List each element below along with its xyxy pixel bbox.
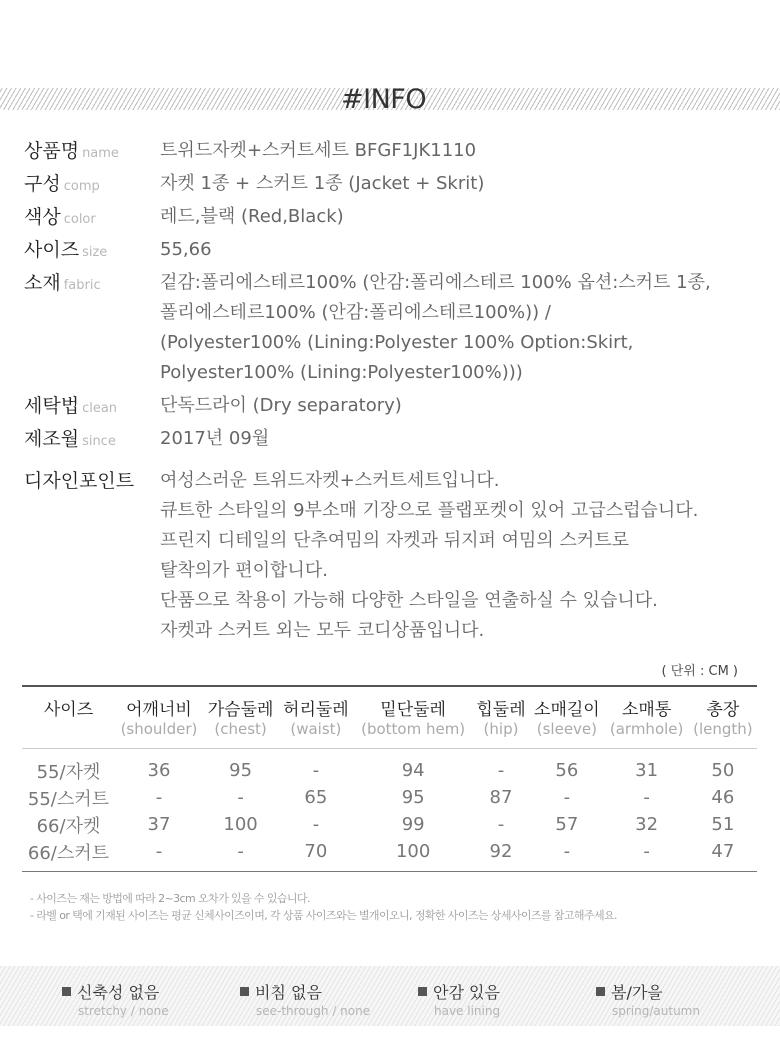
design-point-line: 큐트한 스타일의 9부소매 기장으로 플랩포켓이 있어 고급스럽습니다. bbox=[160, 500, 699, 521]
feature-label: 신축성 없음 bbox=[77, 983, 160, 1002]
spec-value: 겉감:폴리에스테르100% (안감:폴리에스테르 100% 옵션:스커트 1종, bbox=[160, 272, 711, 293]
table-cell: - bbox=[497, 814, 505, 835]
col-hip bbox=[473, 686, 529, 749]
spec-row-clean bbox=[24, 391, 764, 421]
spec-label-en: size bbox=[82, 245, 108, 260]
col-bottom-hem bbox=[354, 686, 473, 749]
spec-value: 단독드라이 (Dry separatory) bbox=[160, 395, 402, 416]
spec-label-en: color bbox=[63, 212, 96, 227]
table-cell: 94 bbox=[401, 760, 425, 781]
design-point-text bbox=[160, 466, 698, 646]
col-label: 사이즈 bbox=[43, 700, 94, 720]
feature-label: 안감 있음 bbox=[433, 983, 500, 1002]
spec-value: 폴리에스테르100% (안감:폴리에스테르100%)) / bbox=[160, 302, 551, 323]
note-line: - 라벨 or 택에 기재된 사이즈는 평균 신체사이즈이며, 각 상품 사이즈와는 별개이오니, 정확한 사이즈는 상세사이즈를 참고해주세요. bbox=[30, 909, 617, 922]
design-point-line: 단품으로 착용이 가능해 다양한 스타일을 연출하실 수 있습니다. bbox=[160, 590, 658, 611]
spec-label: 상품명 bbox=[24, 140, 80, 162]
spec-row-since bbox=[24, 424, 764, 454]
table-cell: 70 bbox=[304, 841, 328, 862]
size-unit: ( 단위 : CM ) bbox=[661, 664, 738, 679]
table-cell: 55/자켓 bbox=[36, 761, 101, 783]
feature-lining bbox=[418, 980, 500, 1018]
spec-value: Polyester100% (Lining:Polyester100%))) bbox=[160, 362, 523, 383]
col-label: 소매길이 bbox=[534, 700, 600, 720]
table-cell: 95 bbox=[401, 787, 425, 808]
table-cell: 36 bbox=[147, 760, 171, 781]
feature-season bbox=[596, 980, 700, 1018]
size-table-header bbox=[22, 686, 757, 749]
feature-label: 봄/가을 bbox=[611, 983, 663, 1002]
table-cell: - bbox=[497, 760, 505, 781]
size-notes bbox=[30, 890, 617, 924]
spec-list bbox=[24, 136, 764, 457]
spec-label: 제조월 bbox=[24, 428, 80, 450]
feature-label: 비침 없음 bbox=[255, 983, 322, 1002]
col-label-en: (chest) bbox=[214, 720, 267, 738]
spec-label: 구성 bbox=[24, 173, 61, 195]
table-cell: - bbox=[643, 841, 650, 862]
col-shoulder bbox=[115, 686, 203, 749]
table-row bbox=[22, 811, 757, 838]
col-armhole bbox=[605, 686, 689, 749]
table-cell: - bbox=[155, 787, 163, 808]
col-waist bbox=[278, 686, 353, 749]
col-label-en: (armhole) bbox=[609, 720, 684, 738]
col-length bbox=[689, 686, 757, 749]
col-label: 힙둘레 bbox=[476, 700, 526, 720]
feature-label-en: spring/autumn bbox=[612, 1004, 700, 1018]
table-cell: 46 bbox=[711, 787, 735, 808]
table-row bbox=[22, 838, 757, 872]
table-cell: 37 bbox=[147, 814, 171, 835]
col-label: 허리둘레 bbox=[283, 700, 349, 720]
spec-label: 사이즈 bbox=[24, 239, 80, 261]
col-label: 가슴둘레 bbox=[207, 700, 274, 720]
spec-value: 2017년 09월 bbox=[160, 428, 270, 449]
spec-label-en: clean bbox=[82, 401, 118, 416]
table-cell: - bbox=[563, 787, 571, 808]
design-point-line: 여성스러운 트위드자켓+스커트세트입니다. bbox=[160, 470, 500, 491]
col-label: 총장 bbox=[706, 700, 740, 720]
spec-label-en: since bbox=[82, 434, 116, 449]
col-label: 밑단둘레 bbox=[380, 700, 446, 720]
col-label: 어깨너비 bbox=[126, 700, 192, 720]
spec-value: 자켓 1종 + 스커트 1종 (Jacket + Skrit) bbox=[160, 173, 485, 194]
spec-row-comp bbox=[24, 169, 764, 199]
spec-value: 55,66 bbox=[160, 239, 212, 260]
col-label-en bbox=[22, 720, 115, 748]
table-cell: 92 bbox=[489, 841, 513, 862]
spec-row-name bbox=[24, 136, 764, 166]
col-label-en: (hip) bbox=[483, 720, 519, 738]
square-bullet-icon bbox=[596, 987, 605, 996]
col-size bbox=[22, 686, 115, 749]
spec-row-fabric bbox=[24, 268, 764, 388]
table-cell: - bbox=[312, 814, 320, 835]
col-chest bbox=[203, 686, 278, 749]
square-bullet-icon bbox=[418, 987, 427, 996]
square-bullet-icon bbox=[62, 987, 71, 996]
design-point-line: 탈착의가 편이합니다. bbox=[160, 560, 328, 581]
spec-value: 레드,블랙 (Red,Black) bbox=[160, 206, 344, 227]
table-cell: 66/스커트 bbox=[27, 842, 110, 864]
spec-label-en: fabric bbox=[63, 278, 101, 293]
square-bullet-icon bbox=[240, 987, 249, 996]
feature-see-through bbox=[240, 980, 370, 1018]
table-cell: - bbox=[237, 841, 244, 862]
table-cell: 51 bbox=[711, 814, 735, 835]
design-point-line: 자켓과 스커트 외는 모두 코디상품입니다. bbox=[160, 620, 485, 641]
table-cell: - bbox=[563, 841, 571, 862]
table-row bbox=[22, 784, 757, 811]
table-cell: 66/자켓 bbox=[36, 815, 101, 837]
table-cell: 47 bbox=[711, 841, 735, 862]
spec-label: 세탁법 bbox=[24, 395, 80, 417]
table-cell: - bbox=[312, 760, 320, 781]
spec-label-en: comp bbox=[63, 179, 100, 194]
col-label: 소매통 bbox=[621, 700, 672, 720]
col-sleeve bbox=[529, 686, 604, 749]
table-cell: 50 bbox=[711, 760, 735, 781]
spec-label: 소재 bbox=[24, 272, 61, 294]
col-label-en: (sleeve) bbox=[536, 720, 597, 738]
table-cell: 31 bbox=[635, 760, 659, 781]
col-label-en: (length) bbox=[693, 720, 753, 738]
col-label-en: (shoulder) bbox=[120, 720, 198, 738]
table-row bbox=[22, 749, 757, 785]
spec-label: 색상 bbox=[24, 206, 61, 228]
table-cell: - bbox=[643, 787, 650, 808]
info-title: #INFO bbox=[341, 84, 427, 115]
size-table bbox=[22, 685, 757, 872]
table-cell: 56 bbox=[555, 760, 579, 781]
table-cell: 65 bbox=[304, 787, 328, 808]
table-cell: - bbox=[237, 787, 244, 808]
table-cell: 87 bbox=[489, 787, 513, 808]
table-cell: 57 bbox=[555, 814, 579, 835]
design-point bbox=[24, 466, 764, 646]
table-cell: 99 bbox=[401, 814, 425, 835]
spec-label-en: name bbox=[82, 146, 119, 161]
table-cell: 55/스커트 bbox=[27, 788, 110, 810]
table-cell: 100 bbox=[395, 841, 431, 862]
feature-label-en: have lining bbox=[434, 1004, 501, 1018]
design-point-line: 프린지 디테일의 단추여밈의 자켓과 뒤지퍼 여밈의 스커트로 bbox=[160, 530, 630, 551]
spec-value: 트위드자켓+스커트세트 BFGF1JK1110 bbox=[160, 140, 477, 161]
table-cell: 95 bbox=[229, 760, 253, 781]
spec-row-size bbox=[24, 235, 764, 265]
table-cell: - bbox=[155, 841, 163, 862]
table-cell: 32 bbox=[635, 814, 659, 835]
spec-value: (Polyester100% (Lining:Polyester 100% Option:Skirt, bbox=[160, 332, 634, 353]
col-label-en: (waist) bbox=[290, 720, 342, 738]
col-label-en: (bottom hem) bbox=[361, 720, 466, 738]
feature-stretch bbox=[62, 980, 169, 1018]
table-cell: 100 bbox=[223, 814, 258, 835]
spec-row-color bbox=[24, 202, 764, 232]
feature-bar bbox=[0, 966, 780, 1026]
feature-label-en: stretchy / none bbox=[78, 1004, 169, 1018]
feature-label-en: see-through / none bbox=[256, 1004, 371, 1018]
design-point-label: 디자인포인트 bbox=[24, 470, 135, 492]
note-line: - 사이즈는 재는 방법에 따라 2~3cm 오차가 있을 수 있습니다. bbox=[30, 892, 310, 905]
